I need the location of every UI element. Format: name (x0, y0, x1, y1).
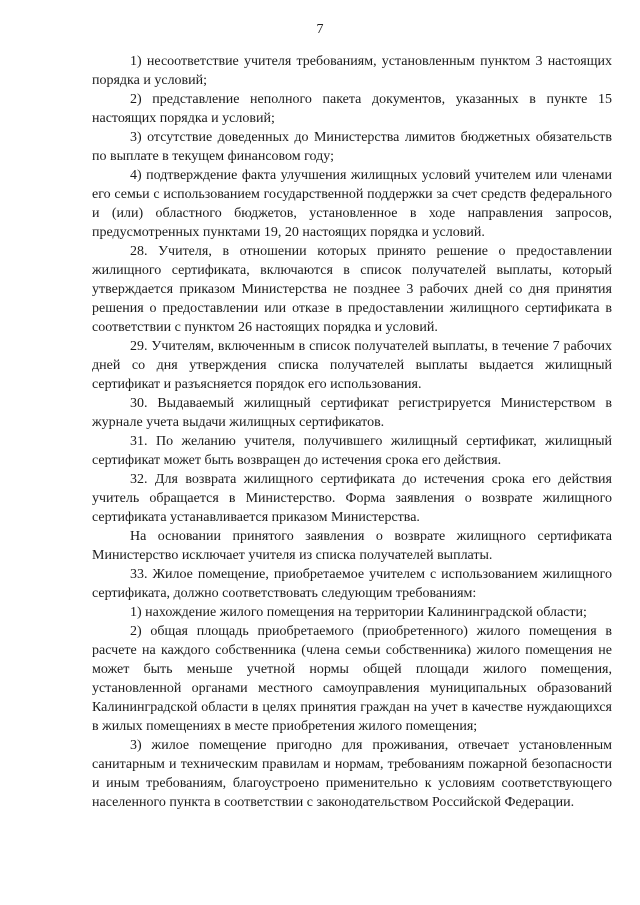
paragraph-clause-30: 30. Выдаваемый жилищный сертификат регистрируется Министерством в журнале учета выдачи жилищных сертификатов. (92, 396, 612, 430)
paragraph-clause-32: 32. Для возврата жилищного сертификата до истечения срока его действия учитель обращается в Министерство. Форма заявления о возврате жилищного сертификата устанавливается приказом Министерства. (92, 472, 612, 525)
paragraph-requirement-1: 1) нахождение жилого помещения на территории Калининградской области; (130, 605, 587, 620)
paragraph-clause-32-continued: На основании принятого заявления о возврате жилищного сертификата Министерство исключает учителя из списка получателей выплаты. (92, 529, 612, 563)
paragraph-clause-33: 33. Жилое помещение, приобретаемое учителем с использованием жилищного сертификата, должно соответствовать следующим требованиям: (92, 567, 612, 601)
paragraph-requirement-2: 2) общая площадь приобретаемого (приобретенного) жилого помещения в расчете на каждого собственника (члена семьи собственника) жилого помещения не может быть меньше учетной нормы общей площади жилого помещения, установленной органами местного самоуправления муниципальных образований Калининградской области в целях принятия граждан на учет в качестве нуждающихся в жилых помещениях в месте приобретения жилого помещения; (92, 624, 612, 734)
paragraph-clause-29: 29. Учителям, включенным в список получателей выплаты, в течение 7 рабочих дней со дня утверждения списка получателей выплаты выдается жилищный сертификат и разъясняется порядок его использования. (92, 339, 612, 392)
paragraph-requirement-3: 3) жилое помещение пригодно для проживания, отвечает установленным санитарным и техническим правилам и нормам, требованиям пожарной безопасности и иным требованиям, благоустроено применительно к условиям соответствующего населенного пункта в соответствии с законодательством Российской Федерации. (92, 738, 612, 810)
document-body (92, 52, 612, 812)
page-number: 7 (316, 22, 324, 37)
paragraph-item-4: 4) подтверждение факта улучшения жилищных условий учителем или членами его семьи с использованием государственной поддержки за счет средств федерального и (или) областного бюджетов, установленное в ходе направления запросов, предусмотренных пунктами 19, 20 настоящих порядка и условий. (92, 168, 612, 240)
paragraph-clause-31: 31. По желанию учителя, получившего жилищный сертификат, жилищный сертификат может быть возвращен до истечения срока его действия. (92, 434, 612, 468)
paragraph-clause-28: 28. Учителя, в отношении которых принято решение о предоставлении жилищного сертификата, включаются в список получателей выплаты, который утверждается приказом Министерства не позднее 3 рабочих дней со дня принятия решения о предоставлении или отказе в предоставлении жилищного сертификата в соответствии с пунктом 26 настоящих порядка и условий. (92, 244, 612, 335)
paragraph-item-3: 3) отсутствие доведенных до Министерства лимитов бюджетных обязательств по выплате в текущем финансовом году; (92, 130, 612, 164)
paragraph-item-1: 1) несоответствие учителя требованиям, установленным пунктом 3 настоящих порядка и условий; (92, 54, 612, 88)
paragraph-item-2: 2) представление неполного пакета документов, указанных в пункте 15 настоящих порядка и условий; (92, 92, 612, 126)
